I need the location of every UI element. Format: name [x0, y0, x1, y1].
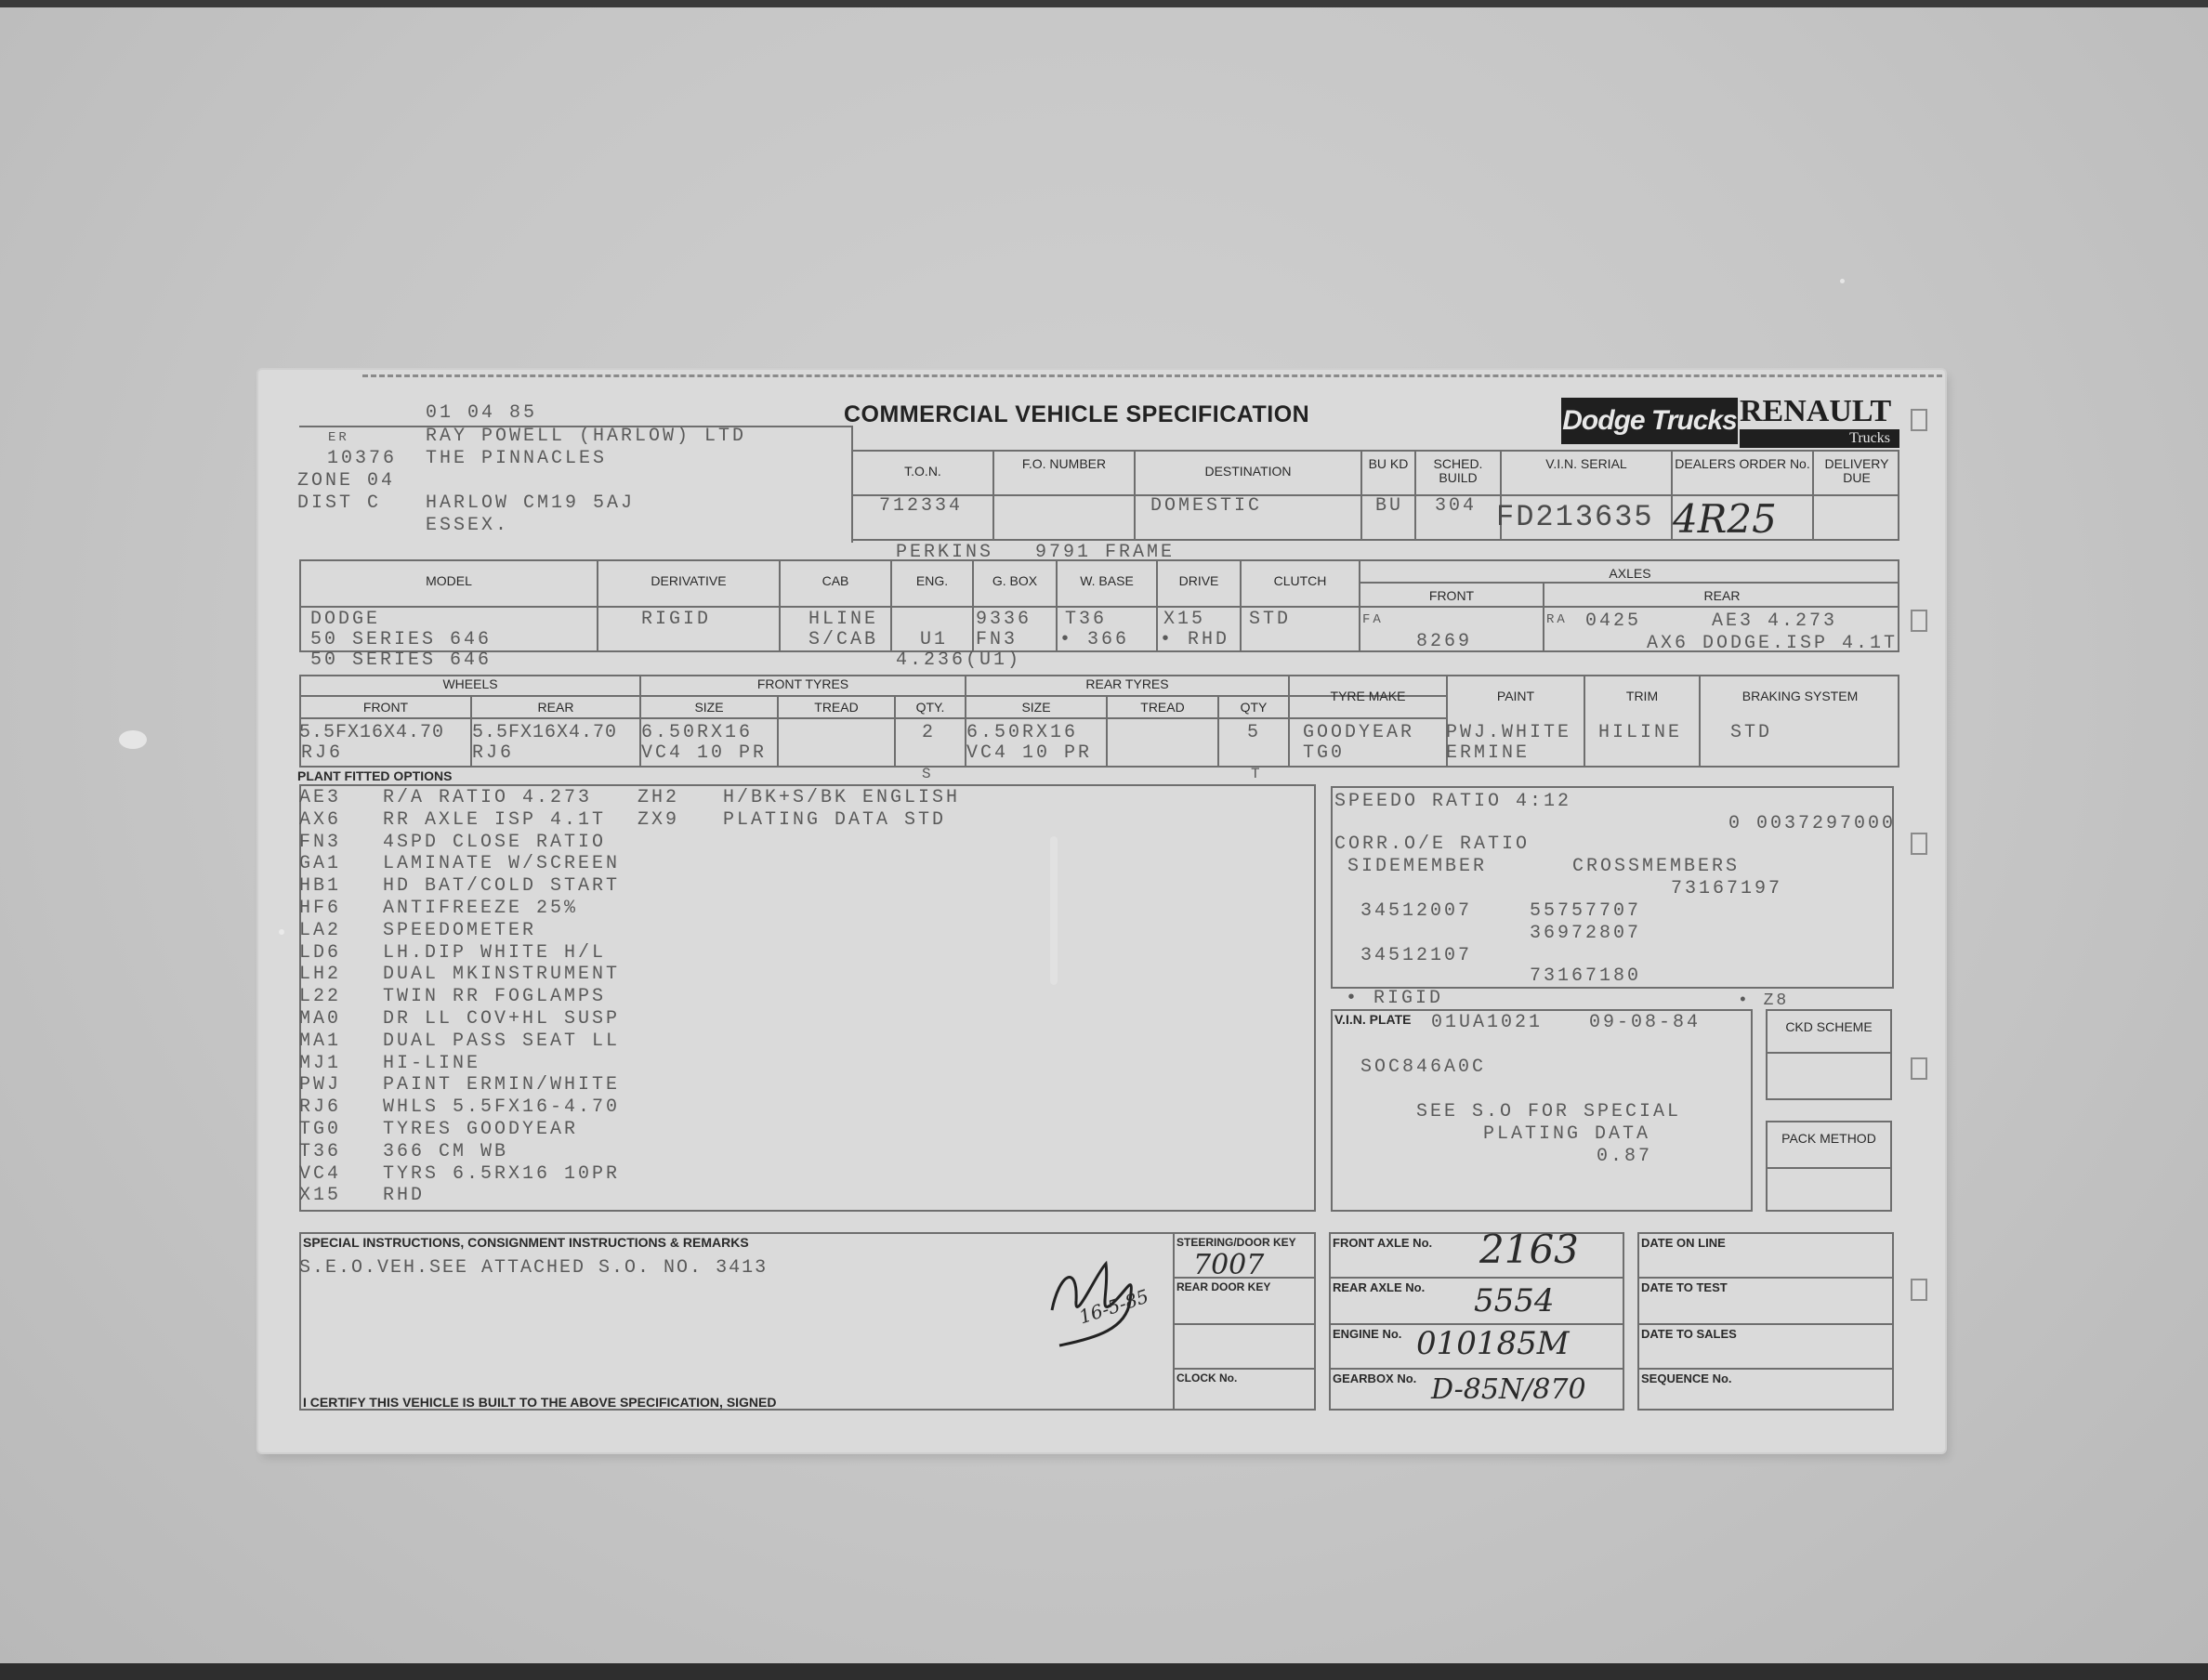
gbox-line-2: FN3 — [976, 629, 1019, 650]
spec-table-divider — [299, 606, 1359, 608]
dates-divider — [1637, 1323, 1894, 1325]
option-description: LH.DIP WHITE H/L — [383, 941, 607, 964]
option-code: MJ1 — [299, 1052, 342, 1074]
option-description: 4SPD CLOSE RATIO — [383, 831, 607, 853]
date-to-test-label: DATE TO TEST — [1641, 1280, 1728, 1294]
scan-crease — [1050, 836, 1058, 985]
ton-value: 712334 — [879, 495, 964, 517]
engine-no-label: ENGINE No. — [1333, 1327, 1402, 1341]
rear-tyre-size: 6.50RX16 — [966, 722, 1079, 743]
sidemember-label: SIDEMEMBER — [1347, 856, 1488, 877]
option-code: HF6 — [299, 898, 342, 919]
option-description: HD BAT/COLD START — [383, 875, 621, 898]
dates-divider — [1637, 1277, 1894, 1279]
perforation-line — [362, 374, 1942, 377]
option-code: LA2 — [299, 919, 342, 941]
drive-line-1: X15 — [1163, 609, 1206, 630]
header-braking-system: BRAKING SYSTEM — [1741, 689, 1859, 703]
speedo-number: 0 0037297000 — [1728, 813, 1897, 834]
cab-line-2: S/CAB — [808, 629, 879, 650]
gbox-line-1: 9336 — [976, 609, 1032, 630]
steering-key-value: 7007 — [1193, 1249, 1265, 1281]
header-ft-size: SIZE — [694, 700, 724, 715]
option-code: LD6 — [299, 941, 342, 964]
option-code: X15 — [299, 1185, 342, 1207]
header-ton: T.O.N. — [904, 464, 941, 479]
eng-extra: 4.236(U1) — [896, 650, 1022, 671]
crossmember-3: 36972807 — [1530, 923, 1642, 944]
option-description: ANTIFREEZE 25% — [383, 898, 579, 919]
scan-top-border — [0, 0, 2208, 7]
header-wheel-front: FRONT — [362, 700, 409, 715]
spec-col — [597, 559, 598, 652]
numbers-divider — [1329, 1368, 1624, 1370]
option-desc-col2: PLATING DATA STD — [723, 809, 947, 831]
option-code: HB1 — [299, 875, 342, 898]
header-dealers-order: DEALERS ORDER No. — [1675, 456, 1810, 471]
spec-col — [779, 559, 781, 652]
scan-bottom-border — [0, 1663, 2208, 1680]
header-wbase: W. BASE — [1080, 573, 1134, 588]
rear-axle-number: 0425 — [1585, 610, 1642, 632]
header-rt-tread: TREAD — [1140, 700, 1185, 715]
header-drive: DRIVE — [1178, 573, 1219, 588]
wheel-rear-size: 5.5FX16X4.70 — [472, 722, 618, 743]
sequence-no-label: SEQUENCE No. — [1641, 1372, 1732, 1385]
pack-method-label: PACK METHOD — [1781, 1131, 1876, 1146]
header-sched-build: SCHED. BUILD — [1433, 456, 1483, 485]
dealer-address-3: ESSEX. — [426, 515, 510, 536]
option-description: DUAL PASS SEAT LL — [383, 1030, 621, 1052]
ckd-divider — [1766, 1052, 1892, 1054]
vin-plate-note-3: 0.87 — [1597, 1146, 1653, 1167]
option-description: DR LL COV+HL SUSP — [383, 1008, 621, 1030]
option-code: LH2 — [299, 964, 342, 986]
rear-tyre-qty: 5 — [1247, 722, 1262, 743]
braking-value: STD — [1730, 722, 1773, 743]
date-on-line-label: DATE ON LINE — [1641, 1236, 1726, 1250]
destination-value: DOMESTIC — [1150, 495, 1263, 517]
option-description: LAMINATE W/SCREEN — [383, 853, 621, 875]
header-paint: PAINT — [1496, 689, 1535, 703]
speedo-ratio: SPEEDO RATIO 4:12 — [1334, 791, 1572, 812]
binder-hole — [1911, 610, 1927, 632]
header-vin-serial: V.I.N. SERIAL — [1545, 456, 1627, 471]
ckd-scheme-label: CKD SCHEME — [1785, 1019, 1873, 1034]
header-axle-rear: REAR — [1703, 588, 1741, 603]
gearbox-no-value: D-85N/870 — [1431, 1373, 1586, 1406]
rear-axle-code: RA — [1546, 612, 1568, 627]
option-code: GA1 — [299, 853, 342, 875]
header-front-tyres: FRONT TYRES — [756, 676, 849, 691]
option-description: RR AXLE ISP 4.1T — [383, 808, 607, 831]
signature-date: 16-5-85 — [1076, 1284, 1151, 1329]
dealer-address-2: HARLOW CM19 5AJ — [426, 492, 636, 514]
header-eng: ENG. — [915, 573, 949, 588]
wbase-line-1: T36 — [1065, 609, 1108, 630]
paint-value: PWJ.WHITE — [1446, 722, 1572, 743]
binder-hole — [1911, 409, 1927, 431]
derivative-value: RIGID — [641, 609, 712, 630]
dealer-dist: DIST C — [297, 492, 382, 514]
option-description: DUAL MKINSTRUMENT — [383, 964, 621, 986]
binder-hole — [1911, 1279, 1927, 1301]
special-instructions-label: SPECIAL INSTRUCTIONS, CONSIGNMENT INSTRUCTIONS & REMARKS — [303, 1235, 749, 1250]
renault-trucks-label: Trucks — [1740, 429, 1899, 448]
option-code: MA1 — [299, 1030, 342, 1052]
front-tyre-qty: 2 — [922, 722, 937, 743]
vin-plate-line-2: SOC846A0C — [1360, 1057, 1487, 1078]
trim-value: HILINE — [1598, 722, 1683, 743]
option-code-col2: ZH2 — [637, 787, 680, 808]
pack-divider — [1766, 1167, 1892, 1169]
rear-axle-no-label: REAR AXLE No. — [1333, 1280, 1426, 1294]
wheel-front-size: 5.5FX16X4.70 — [299, 722, 445, 743]
crossmembers-label: CROSSMEMBERS — [1572, 856, 1741, 877]
date-to-sales-label: DATE TO SALES — [1641, 1327, 1737, 1341]
axle-divider — [1359, 582, 1899, 584]
dealers-order-value: 4R25 — [1673, 496, 1777, 542]
wheel-front-code: RJ6 — [301, 742, 344, 764]
front-axle-code: FA — [1362, 612, 1384, 627]
header-clutch: CLUTCH — [1273, 573, 1327, 588]
header-fo-number: F.O. NUMBER — [1021, 456, 1107, 471]
option-description: TWIN RR FOGLAMPS — [383, 986, 607, 1008]
crossmember-1: 73167197 — [1671, 878, 1783, 899]
engine-no-value: 010185M — [1416, 1325, 1570, 1362]
dealer-label-fragment: ER — [328, 430, 349, 445]
spec-col — [890, 559, 892, 652]
gearbox-no-label: GEARBOX No. — [1333, 1372, 1417, 1385]
certify-statement: I CERTIFY THIS VEHICLE IS BUILT TO THE ABOVE SPECIFICATION, SIGNED — [303, 1395, 777, 1410]
option-description: R/A RATIO 4.273 — [383, 787, 593, 808]
order-date: 01 04 85 — [426, 402, 538, 424]
option-description: 366 CM WB — [383, 1140, 509, 1162]
header-ft-qty: QTY. — [915, 700, 945, 715]
option-code: RJ6 — [299, 1096, 342, 1119]
option-code: L22 — [299, 986, 342, 1008]
order-col-divider — [1134, 450, 1136, 541]
keys-divider — [1173, 1368, 1316, 1370]
rear-tyre-spec: VC4 10 PR — [966, 742, 1093, 764]
drive-line-2: • RHD — [1160, 629, 1230, 650]
option-code: FN3 — [299, 831, 342, 853]
rear-door-key-label: REAR DOOR KEY — [1176, 1280, 1271, 1293]
front-axle-number: 8269 — [1416, 631, 1473, 652]
marker-s: S — [922, 766, 934, 782]
dodge-trucks-logo: Dodge Trucks — [1561, 398, 1738, 444]
option-code: AX6 — [299, 808, 342, 831]
dates-divider — [1637, 1368, 1894, 1370]
option-code: TG0 — [299, 1119, 342, 1140]
wheel-rear-code: RJ6 — [472, 742, 515, 764]
header-derivative: DERIVATIVE — [651, 573, 727, 588]
eng-value: U1 — [920, 629, 949, 650]
dealer-box-edge — [851, 426, 853, 543]
spec-col — [1240, 559, 1242, 652]
front-tyre-size: 6.50RX16 — [641, 722, 754, 743]
option-description: HI-LINE — [383, 1052, 481, 1074]
option-description: WHLS 5.5FX16-4.70 — [383, 1096, 621, 1119]
dealer-account: 10376 — [327, 448, 398, 469]
header-destination: DESTINATION — [1204, 464, 1292, 479]
marker-t: T — [1251, 766, 1263, 782]
option-code-col2: ZX9 — [637, 809, 680, 831]
binder-hole — [1911, 833, 1927, 855]
option-description: SPEEDOMETER — [383, 919, 537, 941]
dealer-box-top — [299, 426, 853, 427]
binder-hole — [1911, 1057, 1927, 1080]
option-code: AE3 — [299, 787, 342, 808]
plant-fitted-options-label: PLANT FITTED OPTIONS — [297, 768, 453, 783]
crossmember-4: 73167180 — [1530, 965, 1642, 987]
scan-speck — [279, 929, 284, 935]
vin-plate-date: 09-08-84 — [1589, 1012, 1702, 1033]
model-line-1: DODGE — [310, 609, 381, 630]
sidemember-2: 34512107 — [1360, 945, 1473, 966]
header-tyre-make: TYRE MAKE — [1330, 689, 1406, 703]
clutch-value: STD — [1249, 609, 1292, 630]
option-desc-col2: H/BK+S/BK ENGLISH — [723, 787, 961, 808]
header-bu-kd: BU KD — [1368, 456, 1409, 471]
header-wheel-rear: REAR — [537, 700, 574, 715]
header-ft-tread: TREAD — [814, 700, 859, 715]
paint-value-2: ERMINE — [1446, 742, 1531, 764]
tyre-make-value: GOODYEAR — [1303, 722, 1415, 743]
corr-ratio: CORR.O/E RATIO — [1334, 833, 1531, 855]
option-description: PAINT ERMIN/WHITE — [383, 1074, 621, 1096]
cab-line-1: HLINE — [808, 609, 879, 630]
wheels-col — [1288, 675, 1290, 768]
wbase-line-2: • 366 — [1059, 629, 1130, 650]
option-description: RHD — [383, 1185, 426, 1207]
header-rear-tyres: REAR TYRES — [1085, 676, 1169, 691]
bu-kd-value: BU — [1375, 495, 1404, 517]
rear-axle-no-value: 5554 — [1474, 1282, 1555, 1319]
vin-serial-value: FD213635 — [1496, 500, 1654, 534]
option-code: VC4 — [299, 1162, 342, 1185]
form-title: COMMERCIAL VEHICLE SPECIFICATION — [844, 401, 1310, 427]
header-wheels: WHEELS — [442, 676, 498, 691]
crossmember-2: 55757707 — [1530, 900, 1642, 922]
dealer-name: RAY POWELL (HARLOW) LTD — [426, 426, 747, 447]
header-axle-front: FRONT — [1428, 588, 1475, 603]
rear-axle-extra: AX6 DODGE.ISP 4.1T — [1647, 633, 1899, 654]
option-description: TYRS 6.5RX16 10PR — [383, 1162, 621, 1185]
keys-divider — [1173, 1323, 1316, 1325]
sched-build-value: 304 — [1435, 495, 1478, 517]
front-tyre-spec: VC4 10 PR — [641, 742, 768, 764]
vin-plate-note-1: SEE S.O FOR SPECIAL — [1416, 1101, 1682, 1122]
model-line-3: 50 SERIES 646 — [310, 650, 493, 671]
rear-axle-ratio: AE3 4.273 — [1712, 610, 1838, 632]
option-description: TYRES GOODYEAR — [383, 1119, 579, 1140]
steering-key-label: STEERING/DOOR KEY — [1176, 1236, 1296, 1249]
option-code: MA0 — [299, 1008, 342, 1030]
vin-plate-note-2: PLATING DATA — [1483, 1123, 1651, 1145]
front-axle-no-value: 2163 — [1479, 1227, 1579, 1272]
header-cab: CAB — [821, 573, 849, 588]
dealer-zone: ZONE 04 — [297, 470, 396, 492]
header-axles: AXLES — [1609, 566, 1651, 581]
engine-frame-note: PERKINS 9791 FRAME — [896, 542, 1176, 563]
header-gbox: G. BOX — [992, 573, 1038, 588]
renault-logo: RENAULT — [1740, 394, 1892, 428]
sidemember-1: 34512007 — [1360, 900, 1473, 922]
dealer-address-1: THE PINNACLES — [426, 448, 608, 469]
tyre-make-code: TG0 — [1303, 742, 1346, 764]
header-rt-size: SIZE — [1021, 700, 1051, 715]
spec-col — [1056, 559, 1058, 652]
numbers-divider — [1329, 1277, 1624, 1279]
option-code: T36 — [299, 1140, 342, 1162]
vin-plate-code: 01UA1021 — [1431, 1012, 1544, 1033]
special-instructions-text: S.E.O.VEH.SEE ATTACHED S.O. NO. 3413 — [299, 1257, 769, 1279]
front-axle-no-label: FRONT AXLE No. — [1333, 1236, 1433, 1250]
model-line-2: 50 SERIES 646 — [310, 629, 493, 650]
z8-note: • Z8 — [1738, 991, 1790, 1010]
vin-plate-label: V.I.N. PLATE — [1334, 1012, 1412, 1027]
header-rt-qty: QTY — [1240, 700, 1268, 715]
scan-speck — [1840, 279, 1845, 283]
spec-col — [972, 559, 974, 652]
scan-speck — [119, 730, 147, 749]
option-code: PWJ — [299, 1074, 342, 1096]
spec-col — [1156, 559, 1158, 652]
clock-number-label: CLOCK No. — [1176, 1372, 1238, 1385]
wheels-col — [1699, 675, 1701, 768]
header-delivery-due: DELIVERY DUE — [1824, 456, 1889, 485]
header-model: MODEL — [426, 573, 472, 588]
header-trim: TRIM — [1625, 689, 1659, 703]
rigid-note: • RIGID — [1346, 988, 1444, 1009]
wheels-col — [1584, 675, 1585, 768]
axle-divider — [1359, 606, 1899, 608]
